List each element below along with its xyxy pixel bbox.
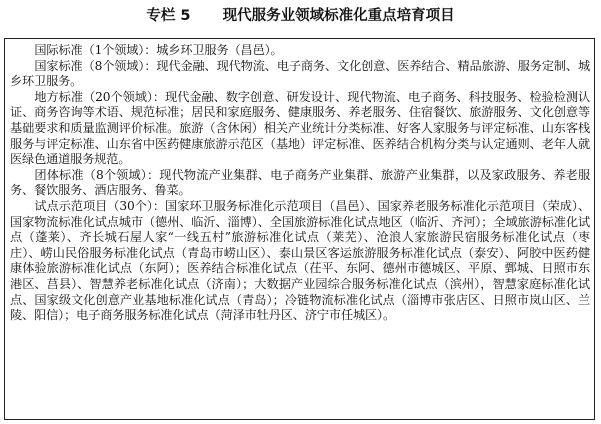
column-label: 专栏 <box>146 8 176 24</box>
paragraph-local-standards: 地方标准（20个领域）：现代金融、数字创意、研发设计、现代物流、电子商务、科技服务、检验检测认证、商务咨询等术语、规范标准；居民和家庭服务、健康服务、养老服务、住宿餐饮、旅游服务、文化创意等基础要求和质量监测评价标准。旅游（含休闲）相关产业统计分类标准、好客人家服务与评定标准、山东客栈服务与评定标准、山东省中医药健康旅游示范区（基地）评定标准、医养结合机构分类与认定通则、老年人就医绿色通道服务规范。 <box>10 89 590 167</box>
column-number: 5 <box>180 8 191 24</box>
paragraph-national-standards: 国家标准（8个领域）：现代金融、现代物流、电子商务、文化创意、医养结合、精品旅游、服务定制、城乡环卫服务。 <box>10 58 590 89</box>
paragraph-international-standards: 国际标准（1个领域）：城乡环卫服务（昌邑）。 <box>34 43 283 57</box>
column-title: 现代服务业领域标准化重点培育项目 <box>222 8 455 24</box>
page-title <box>0 5 601 27</box>
paragraph-group-standards: 团体标准（8个领域）：现代物流产业集群、电子商务产业集群、旅游产业集群，以及家政服务、养老服务、餐饮服务、酒店服务、鲁菜。 <box>10 167 590 198</box>
paragraph-pilot-projects: 试点示范项目（30个）：国家环卫服务标准化示范项目（昌邑）、国家养老服务标准化示范项目（荣成）、国家物流标准化试点城市（德州、临沂、淄博）、全国旅游标准化试点地区（临沂、齐河）；全域旅游标准化试点（蓬莱）、齐长城石屋人家“一线五村”旅游标准化试点（莱芜）、沧浪人家旅游民宿服务标准化试点（枣庄）、崂山民俗服务标准化试点（青岛市崂山区）、泰山景区客运旅游服务标准化试点（泰安）、阿胶中医药健康体验旅游标准化试点（东阿）；医养结合标准化试点（茌平、东阿、德州市德城区、平原、鄄城、日照市东港区、莒县）、智慧养老标准化试点（济南）；大数据产业园综合服务标准化试点（滨州），智慧家庭标准化试点、国家级文化创意产业基地标准化试点（青岛）；冷链物流标准化试点（淄博市张店区、日照市岚山区、兰陵、阳信）；电子商务服务标准化试点（菏泽市牡丹区、济宁市任城区）。 <box>10 198 590 323</box>
box-content <box>10 43 590 324</box>
